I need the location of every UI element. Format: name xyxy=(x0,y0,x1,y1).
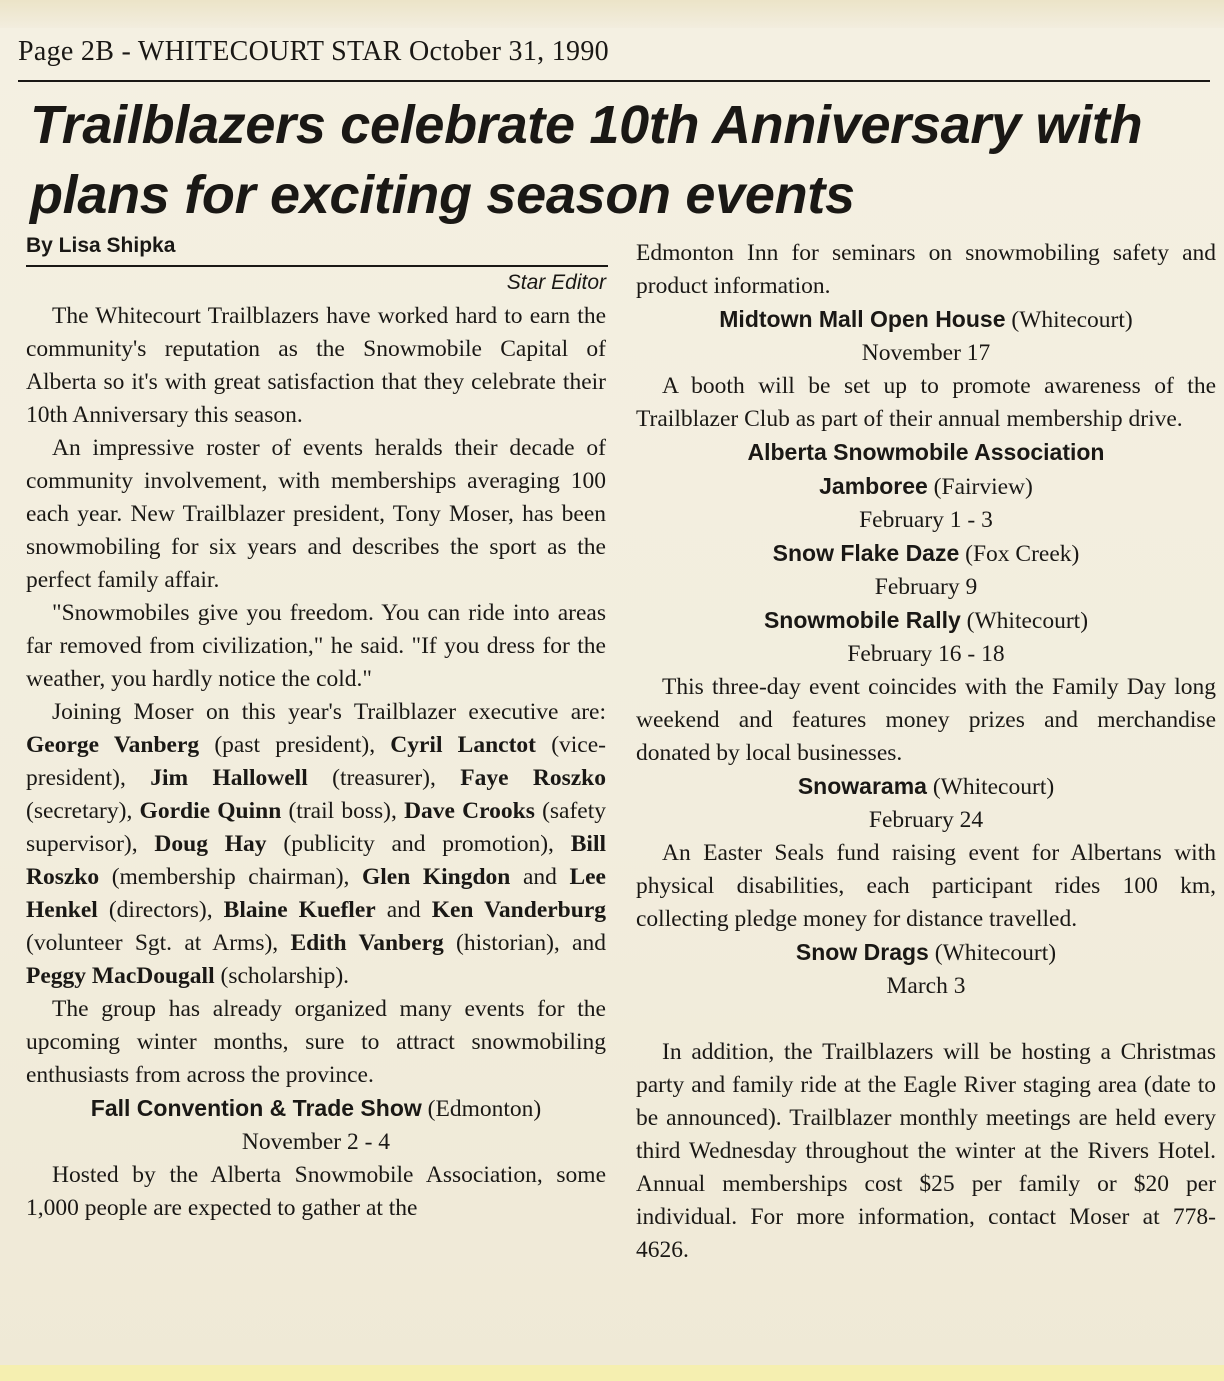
event-title-asa-line1: Alberta Snowmobile Association xyxy=(747,439,1105,465)
page-folio: Page 2B - WHITECOURT STAR October 31, 1990 xyxy=(18,36,609,67)
event-title-snow-flake: Snow Flake Daze (Fox Creek) xyxy=(772,540,1080,567)
paragraph-fall-convention-cont: Edmonton Inn for seminars on snowmobiling safety and product information. xyxy=(636,240,1216,299)
event-title-jamboree: Jamboree (Fairview) xyxy=(819,473,1033,500)
paragraph-executive: Joining Moser on this year's Trailblazer executive are: George Vanberg (past president), Cyril Lanctot (vice-president), Jim Hallowell (treasurer), Faye Roszko (secretary), Gordie Quinn (trail boss), Dave Crooks (safety supervisor), Doug Hay (publicity and promotion), Bill Roszko (membership chairman), Glen Kingdon and Lee Henkel (directors), Blaine Kuefler and Ken Vanderburg (volunteer Sgt. at Arms), Edith Vanberg (historian), and Peggy MacDougall (scholarship). xyxy=(26,699,607,989)
author-role: Star Editor xyxy=(506,271,606,294)
paragraph-midtown: A booth will be set up to promote awareness of the Trailblazer Club as part of their annual membership drive. xyxy=(636,373,1216,432)
event-date-midtown: November 17 xyxy=(861,340,991,366)
event-title-snow-drags: Snow Drags (Whitecourt) xyxy=(795,939,1057,966)
paragraph-fall-convention: Hosted by the Alberta Snowmobile Association, some 1,000 people are expected to gather at the xyxy=(26,1162,606,1221)
byline-rule xyxy=(26,265,608,267)
paragraph-quote: "Snowmobiles give you freedom. You can ride into areas far removed from civilization," he said. "If you dress for the weather, you hardly notice the cold." xyxy=(26,600,606,692)
paragraph-snowarama: An Easter Seals fund raising event for Albertans with physical disabilities, each participant rides 100 km, collecting pledge money for distance travelled. xyxy=(636,840,1216,932)
event-date-snow-drags: March 3 xyxy=(886,973,966,999)
paragraph-roster: An impressive roster of events heralds their decade of community involvement, with memberships averaging 100 each year. New Trailblazer president, Tony Moser, has been snowmobiling for six years and describes the sport as the perfect family affair. xyxy=(26,435,606,593)
event-date-snowarama: February 24 xyxy=(868,807,984,833)
paragraph-closing: In addition, the Trailblazers will be hosting a Christmas party and family ride at the Eagle River staging area (date to be announced). Trailblazer monthly meetings are held every third Wednesday throughout the winter at the Rivers Hotel. Annual memberships cost $25 per family or $20 per individual. For more information, contact Moser at 778-4626. xyxy=(636,1039,1216,1263)
paragraph-events-intro: The group has already organized many events for the upcoming winter months, sure to attract snowmobiling enthusiasts from across the province. xyxy=(26,996,606,1088)
event-title-snowarama: Snowarama (Whitecourt) xyxy=(797,773,1055,800)
event-title-midtown: Midtown Mall Open House (Whitecourt) xyxy=(719,306,1133,333)
scan-edge-bottom xyxy=(0,1365,1224,1381)
event-date-snow-flake: February 9 xyxy=(874,574,978,600)
event-title-rally: Snowmobile Rally (Whitecourt) xyxy=(763,607,1089,634)
event-date-fall-convention: November 2 - 4 xyxy=(241,1129,391,1155)
event-date-jamboree: February 1 - 3 xyxy=(859,507,993,533)
event-title-fall-convention: Fall Convention & Trade Show (Edmonton) xyxy=(90,1095,542,1122)
event-date-rally: February 16 - 18 xyxy=(847,641,1005,667)
column-right xyxy=(636,237,1216,1267)
folio-rule xyxy=(18,80,1210,82)
column-left xyxy=(26,300,606,1225)
headline: Trailblazers celebrate 10th Anniversary with plans for exciting season events xyxy=(30,95,1143,225)
paragraph-rally: This three-day event coincides with the Family Day long weekend and features money prizes and merchandise donated by local businesses. xyxy=(636,674,1216,766)
scan-edge xyxy=(0,0,1224,28)
paragraph-intro: The Whitecourt Trailblazers have worked hard to earn the community's reputation as the Snowmobile Capital of Alberta so it's with great satisfaction that they celebrate their 10th Anniversary this season. xyxy=(26,303,606,428)
byline: By Lisa Shipka xyxy=(26,234,176,257)
